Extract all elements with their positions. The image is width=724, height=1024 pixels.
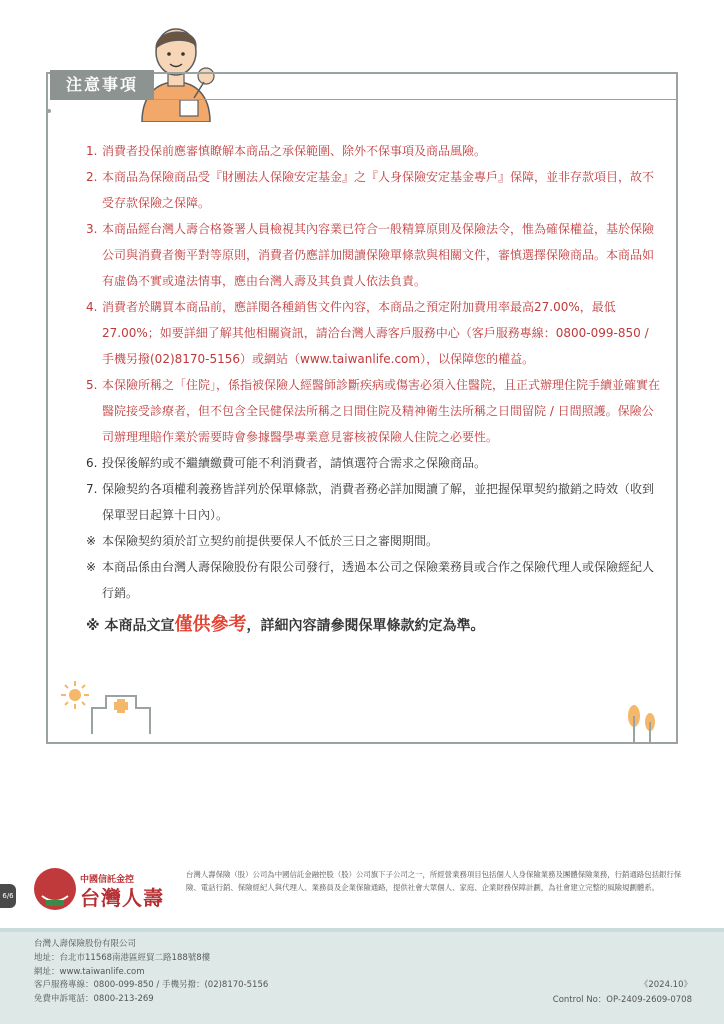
note-1: [86, 138, 661, 164]
title-divider: [154, 99, 678, 100]
footer-date: 《2024.10》: [639, 980, 692, 990]
footer-contact: [34, 938, 268, 1007]
notes-list: [86, 138, 661, 655]
footer-service-line: 客戶服務專線：0800-099-850 / 手機另撥：(02)8170-5156: [34, 980, 269, 991]
note-number: 3.: [86, 222, 98, 236]
footer-meta: [553, 978, 692, 1008]
note-number: 6.: [86, 456, 98, 470]
note-5: [86, 372, 661, 450]
note-number: 7.: [86, 482, 98, 496]
frame-dot: [47, 109, 51, 113]
final-note-highlight: 僅供參考: [174, 614, 247, 635]
final-note-suffix: ，詳細內容請參閱保單條款約定為準。: [246, 618, 485, 634]
tree-icon: [624, 702, 660, 742]
logo-subtitle: 中國信託金控: [80, 875, 135, 885]
note-number: 5.: [86, 378, 98, 392]
note-text: 本保險所稱之「住院」，係指被保險人經醫師診斷疾病或傷害必須入住醫院，且正式辦理住院手續並確實在醫院接受診療者，但不包含全民健保法所稱之日間住院及精神衛生法所稱之日間留院 / 日間照護。保險公司辦理理賠作業於需要時會參據醫學專業意見審核被保險人住院之必要性。: [102, 378, 661, 444]
section-title: 注意事項: [50, 70, 154, 100]
note-4: [86, 294, 661, 372]
final-note-prefix: ※ 本商品文宣: [86, 618, 175, 634]
footer-company-name: 台灣人壽保險股份有限公司: [34, 939, 137, 949]
note-issuer: [86, 554, 661, 606]
hospital-icon: [88, 688, 154, 734]
note-text: 本商品為保險商品受『財團法人保險安定基金』之『人身保險安定基金專戶』保障，並非存款項目，故不受存款保險之保障。: [102, 170, 655, 210]
we-are-family-logo: [32, 866, 78, 912]
note-text: 本商品經台灣人壽合格簽署人員檢視其內容業已符合一般精算原則及保險法令，惟為確保權益，基於保險公司與消費者衡平對等原則，消費者仍應詳加閱讀保險單條款與相關文件，審慎選擇保險商品。本商品如有虛偽不實或違法情事，應由台灣人壽及其負責人依法負責。: [102, 222, 655, 288]
note-number: 1.: [86, 144, 98, 158]
note-number: 4.: [86, 300, 98, 314]
note-text: 本商品係由台灣人壽保險股份有限公司發行，透過本公司之保險業務員或合作之保險代理人或保險經紀人行銷。: [102, 560, 655, 600]
footer-stripe: [0, 928, 724, 932]
company-description: 台灣人壽保險（股）公司為中國信託金融控股（股）公司旗下子公司之一，所經營業務項目包括個人人身保險業務及團體保險業務，行銷通路包括銀行保險、電話行銷、保險經紀人與代理人、業務員及企業保險通路，提供社會大眾個人、家庭、企業財務保障計劃，為社會建立完整的風險規劃體系。: [186, 870, 682, 892]
note-number: 2.: [86, 170, 98, 184]
note-2: [86, 164, 661, 216]
logo-name: 台灣人壽: [80, 886, 164, 910]
note-6: [86, 450, 661, 476]
footer-complaint-line: 免費申訴電話：0800-213-269: [34, 994, 154, 1005]
note-text: 保險契約各項權利義務皆詳列於保單條款，消費者務必詳加閱讀了解，並把握保單契約撤銷之時效（收到保單翌日起算十日內）。: [102, 482, 655, 522]
footer-address: 地址：台北市11568南港區經貿二路188號8樓: [34, 952, 211, 963]
note-text: 本保險契約須於訂立契約前提供要保人不低於三日之審閱期間。: [102, 534, 439, 548]
note-number: ※: [86, 560, 97, 574]
final-note: [86, 610, 661, 641]
note-text: 消費者投保前應審慎瞭解本商品之承保範圍、除外不保事項及商品風險。: [102, 144, 487, 158]
note-text: 投保後解約或不繼續繳費可能不利消費者，請慎選符合需求之保險商品。: [102, 456, 487, 470]
footer-website: 網址：www.taiwanlife.com: [34, 966, 145, 977]
note-number: ※: [86, 534, 97, 548]
note-review-period: [86, 528, 661, 554]
sun-icon: [60, 680, 90, 710]
page-indicator: 6/6: [0, 884, 16, 908]
note-3: [86, 216, 661, 294]
footer-control-no: Control No：OP-2409-2609-0708: [552, 995, 692, 1005]
note-7: [86, 476, 661, 528]
note-text: 消費者於購買本商品前，應詳閱各種銷售文件內容，本商品之預定附加費用率最高27.00%，最低27.00%；如要詳細了解其他相關資訊，請洽台灣人壽客戶服務中心（客戶服務專線：0800-099-850 / 手機另撥(02)8170-5156）或網站（www.taiwanlife.com），以保障您的權益。: [102, 300, 649, 366]
